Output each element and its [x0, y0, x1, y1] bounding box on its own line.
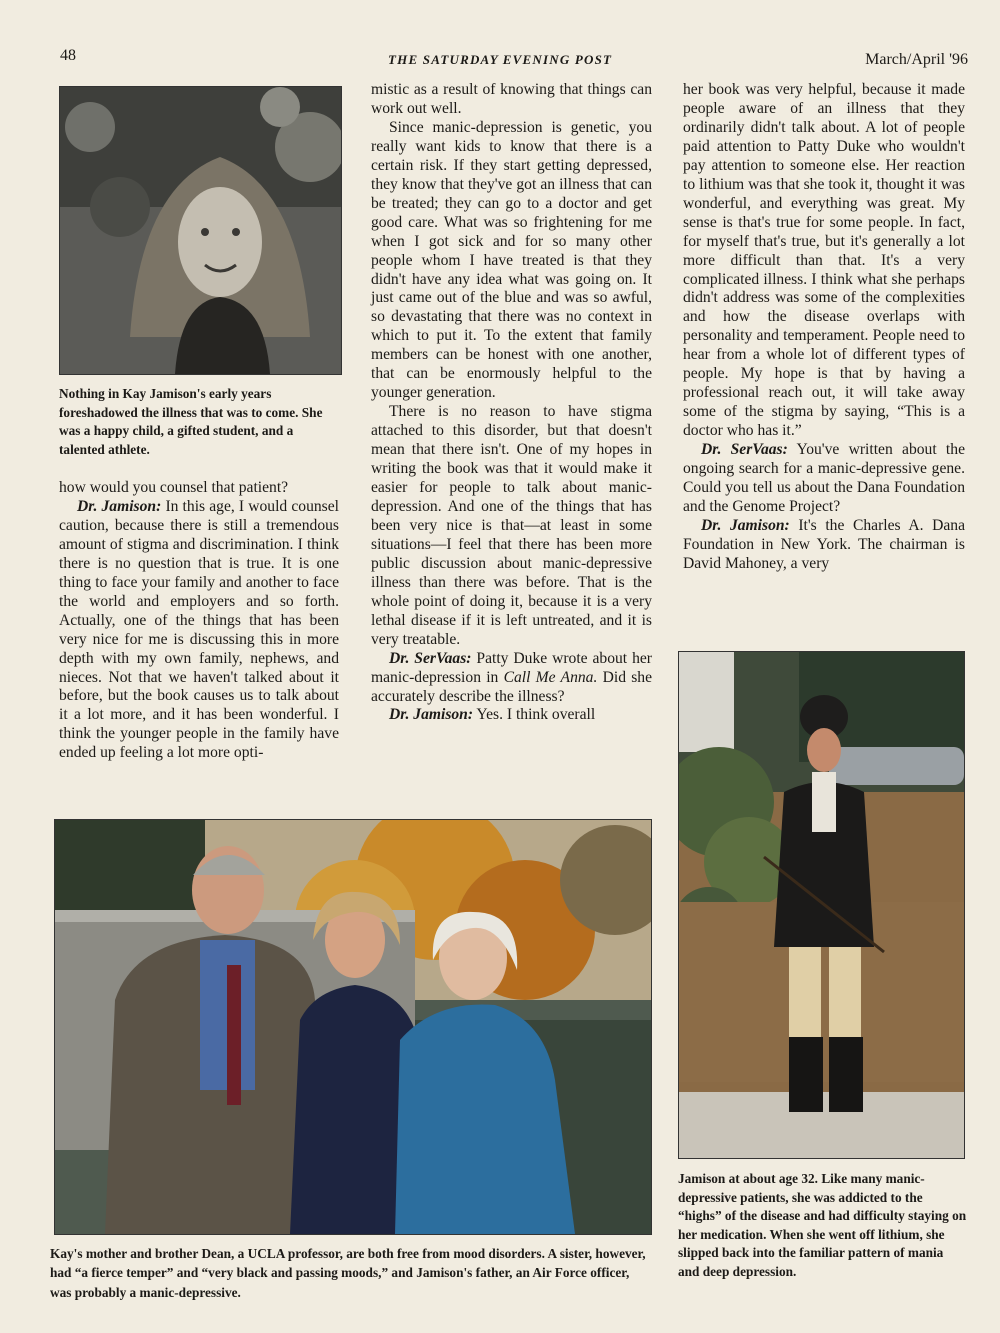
article-column-1 — [59, 479, 339, 763]
paragraph-text: Did she accurately describe the illness? — [371, 668, 653, 705]
speaker-label: Dr. Jamison: — [701, 516, 790, 534]
paragraph-text: You've written about the ongoing search for a manic-depressive gene. Could you tell us about the Dana Foundation and the Genome Project? — [683, 441, 965, 515]
rider-photo — [678, 651, 965, 1159]
paragraph-text: Patty Duke wrote about her manic-depression in — [371, 649, 652, 686]
article-paragraph: mistic as a result of knowing that things can work out well. — [371, 81, 652, 117]
article-paragraph — [683, 441, 965, 517]
speaker-label: Dr. SerVaas: — [389, 649, 472, 667]
family-photo-caption: Kay's mother and brother Dean, a UCLA professor, are both free from mood disorders. A sister, however, had “a fierce temper” and “very black and passing moods,” and Jamison's father, an Air Force officer, was probably a manic-depressive. — [50, 1246, 646, 1300]
issue-date: March/April '96 — [865, 51, 968, 68]
page-number: 48 — [60, 47, 76, 64]
article-paragraph — [683, 517, 965, 574]
speaker-label: Dr. SerVaas: — [701, 441, 788, 459]
paragraph-text: Yes. I think overall — [476, 706, 596, 724]
article-paragraph — [371, 650, 652, 707]
article-column-3 — [683, 81, 965, 574]
article-paragraph: There is no reason to have stigma attached to this disorder, but that doesn't mean that there isn't. One of my hopes in writing the book was that it would make it easier for people to talk about manic-depression. And one of the things that has been very nice is that—at least in some situations—I feel that there has been more public discussion about manic-depressive illness than there was before. That is the whole point of doing it, because it is a very lethal disease if it is left untreated, and it is very treatable. — [371, 403, 652, 648]
speaker-label: Dr. Jamison: — [77, 497, 162, 515]
page-header — [0, 0, 1000, 80]
article-paragraph — [59, 498, 339, 763]
speaker-label: Dr. Jamison: — [389, 706, 474, 724]
book-title: Call Me Anna. — [503, 668, 598, 686]
child-photo-caption: Nothing in Kay Jamison's early years foreshadowed the illness that was to come. She was a happy child, a gifted student, and a talented athlete. — [59, 386, 323, 457]
paragraph-text: In this age, I would counsel caution, because there is still a tremendous amount of stigma and discrimination. I think there is no question that is true. It is one thing to face your family and another to face the world and employers and so forth. Actually, one of the things that has been very nice for me is discussing this in more depth with my own family, nephews, and nieces. Not that we haven't talked about it before, but the book causes us to talk about it a lot more, and it has been wonderful. I think the younger people in the family have ended up feeling a lot more opti- — [59, 497, 339, 762]
child-photo — [59, 86, 342, 375]
paragraph-text: It's the Charles A. Dana Foundation in New York. The chairman is David Mahoney, a very — [683, 516, 965, 572]
article-paragraph: her book was very helpful, because it made people aware of an illness that they ordinarily didn't talk about. A lot of people paid attention to Patty Duke who wouldn't pay attention to someone else. Her reaction to lithium was that she took it, thought it was wonderful, and everything was great. My sense is that's true for some people. In fact, for myself that's true, but it's generally a lot more difficult than that. It's a very complicated illness. I think what she perhaps didn't address was some of the complexities and how the disease overlaps with personality and temperament. People need to hear from a whole lot of different types of people. My hope is that by having a professional reach out, it will take away some of the stigma by saying, “This is a doctor who has it.” — [683, 81, 965, 440]
article-column-2 — [371, 81, 652, 725]
rider-photo-caption: Jamison at about age 32. Like many manic-depressive patients, she was addicted to the “highs” of the disease and had difficulty staying on her medication. When she went off lithium, she slipped back into the familiar pattern of mania and deep depression. — [678, 1171, 967, 1279]
article-paragraph: Since manic-depression is genetic, you really want kids to know that there is a certain risk. If they start getting depressed, they know that they've got an illness that can be treated; they can go to a doctor and get good care. What was so frightening for me when I got sick and for so many other people whom I have treated is that they didn't have any idea what was going on. It just came out of the blue and was so awful, so devastating that there was no context in which to put it. To the extent that family members can be honest with one another, that can be enormously helpful to the younger generation. — [371, 118, 652, 402]
publication-title: THE SATURDAY EVENING POST — [388, 52, 613, 67]
article-paragraph: how would you counsel that patient? — [59, 479, 289, 496]
article-paragraph — [371, 706, 652, 725]
family-photo — [54, 819, 652, 1235]
